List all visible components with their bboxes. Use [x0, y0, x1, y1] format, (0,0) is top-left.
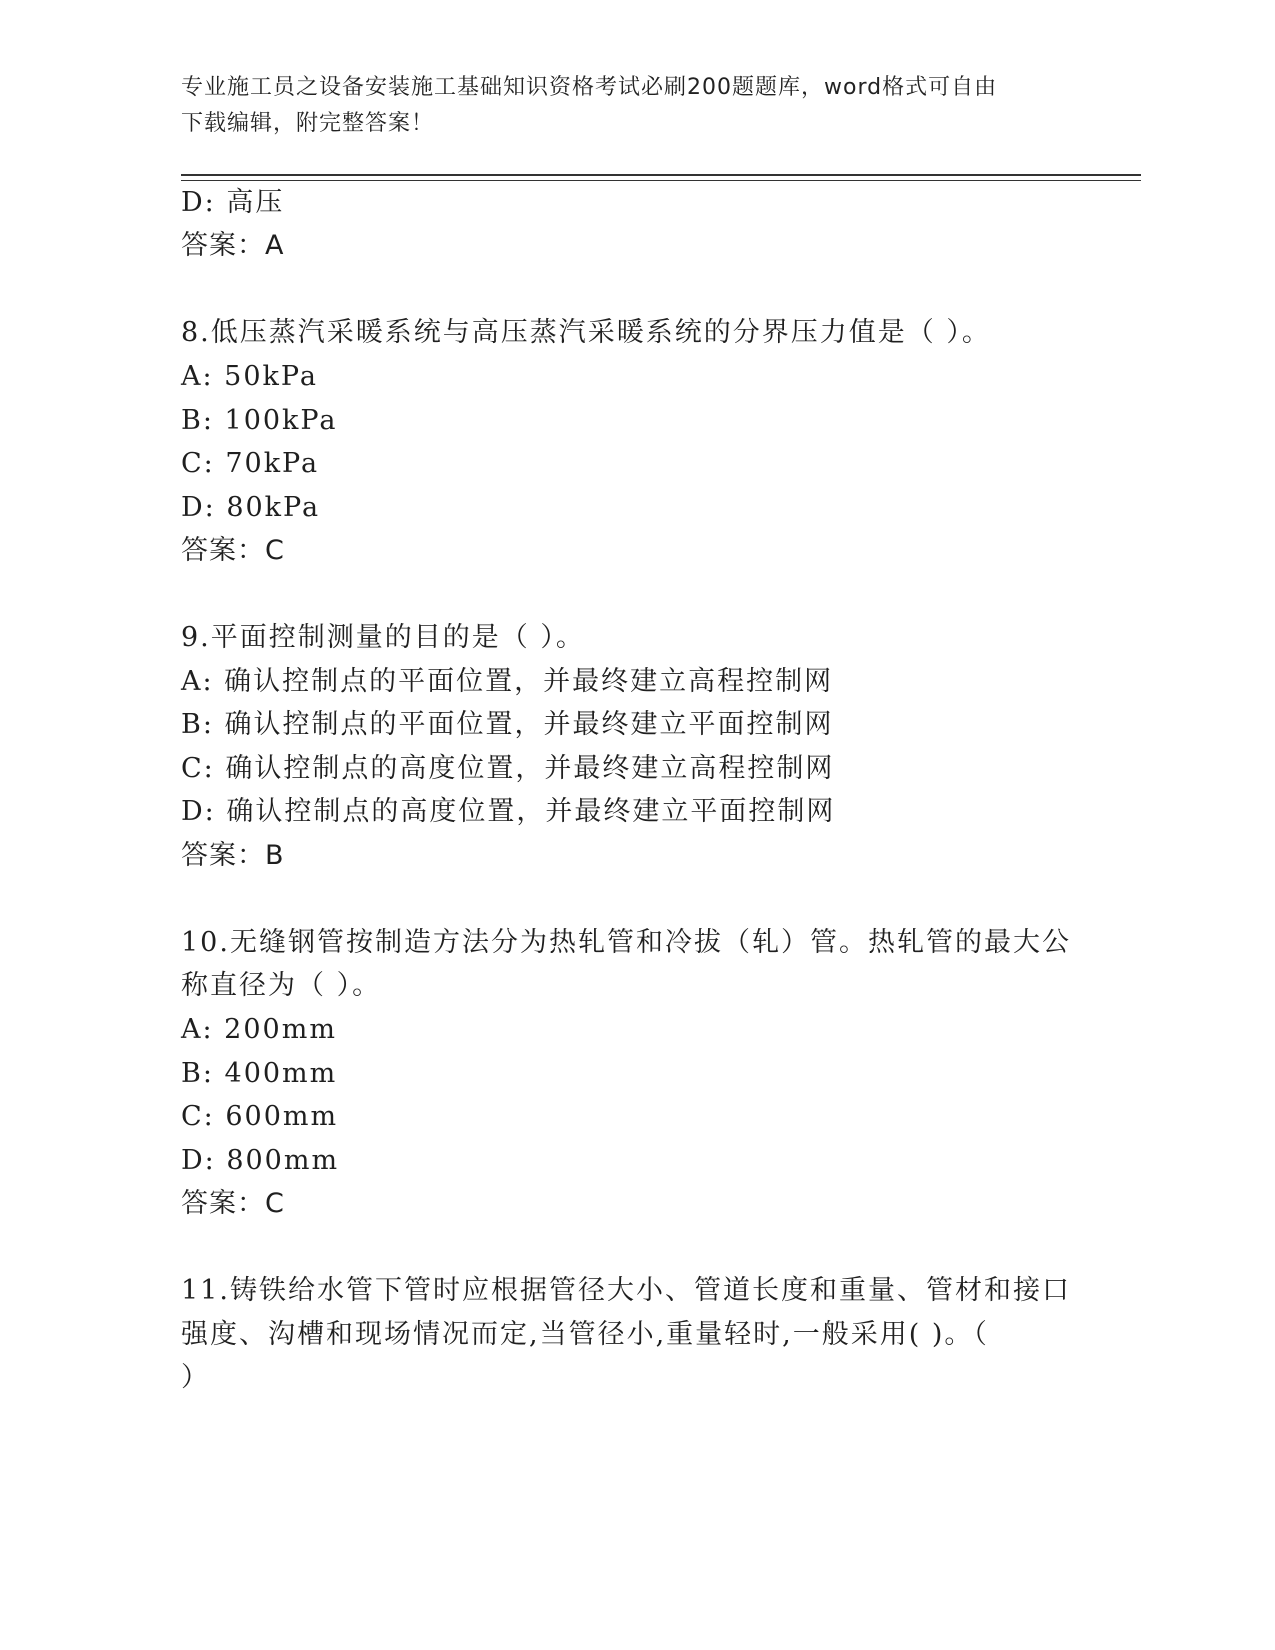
q10-option-d: D: 800mm [181, 1145, 340, 1176]
q11-stem-line-3: ） [181, 1362, 210, 1393]
prev-option-d: D: 高压 [181, 187, 285, 218]
q9-answer: 答案：B [181, 840, 285, 871]
q10-answer: 答案：C [181, 1188, 285, 1219]
header-line-1: 专业施工员之设备安装施工基础知识资格考试必刷200题题库，word格式可自由 [181, 75, 998, 100]
q11-stem-line-2: 强度、沟槽和现场情况而定,当管径小,重量轻时,一般采用( )。（ [181, 1319, 989, 1350]
prev-answer: 答案：A [181, 230, 285, 261]
q9-option-d: D: 确认控制点的高度位置，并最终建立平面控制网 [181, 796, 836, 827]
q10-stem-line-2: 称直径为（ ）。 [181, 970, 382, 1001]
q8-option-a: A: 50kPa [181, 361, 318, 392]
q9-stem: 9.平面控制测量的目的是（ ）。 [181, 622, 585, 653]
q9-option-c: C: 确认控制点的高度位置，并最终建立高程控制网 [181, 753, 835, 784]
document-header [181, 70, 1061, 142]
q11-stem-line-1: 11.铸铁给水管下管时应根据管径大小、管道长度和重量、管材和接口 [181, 1275, 1071, 1306]
q9-option-b: B: 确认控制点的平面位置，并最终建立平面控制网 [181, 709, 834, 740]
q10-option-b: B: 400mm [181, 1058, 338, 1089]
q8-answer: 答案：C [181, 535, 285, 566]
header-line-2: 下载编辑，附完整答案！ [181, 111, 435, 136]
q8-option-c: C: 70kPa [181, 448, 320, 479]
q10-option-a: A: 200mm [181, 1014, 337, 1045]
q8-option-d: D: 80kPa [181, 492, 321, 523]
header-divider-thick [181, 174, 1141, 176]
header-divider-thin [181, 180, 1141, 181]
q8-option-b: B: 100kPa [181, 405, 338, 436]
q10-stem-line-1: 10.无缝钢管按制造方法分为热轧管和冷拔（轧）管。热轧管的最大公 [181, 927, 1071, 958]
q10-option-c: C: 600mm [181, 1101, 339, 1132]
q8-stem: 8.低压蒸汽采暖系统与高压蒸汽采暖系统的分界压力值是（ ）。 [181, 317, 991, 348]
q9-option-a: A: 确认控制点的平面位置，并最终建立高程控制网 [181, 666, 834, 697]
